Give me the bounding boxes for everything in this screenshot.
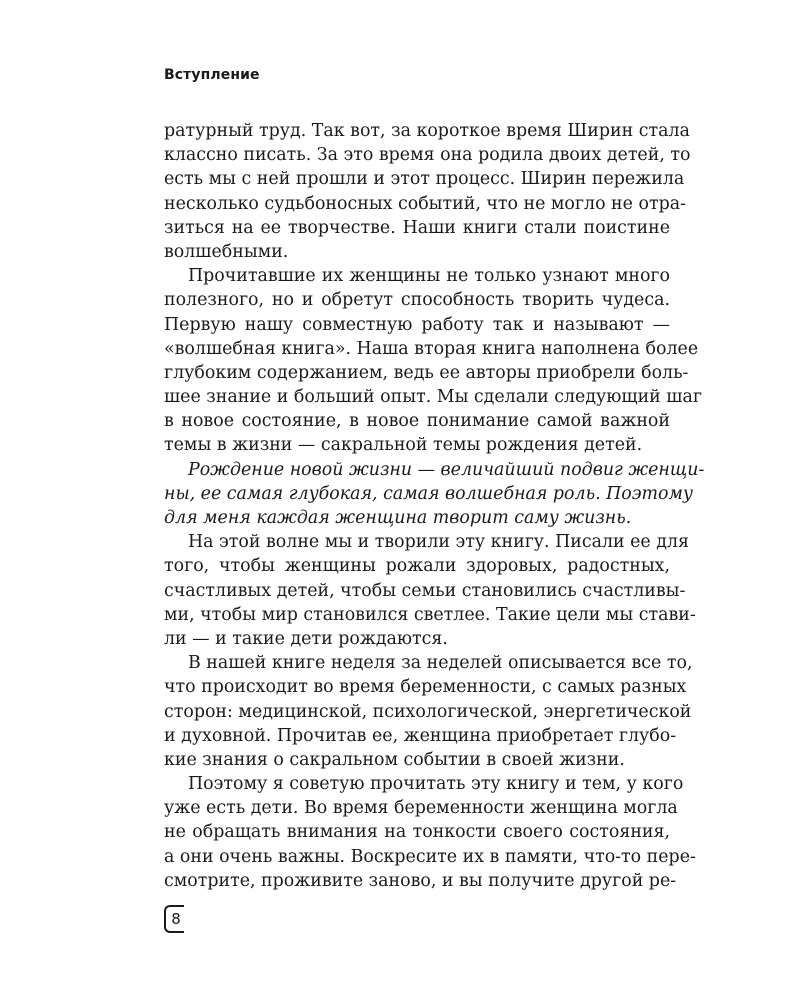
paragraph-5	[164, 651, 693, 772]
paragraph-2	[164, 264, 702, 458]
text-line: Первую нашу совместную работу так и называют —	[164, 314, 670, 335]
text-line: сторон: медицинской, психологической, энергетической	[164, 701, 692, 722]
paragraph-4	[164, 530, 696, 651]
paragraph-6	[164, 772, 696, 893]
text-line: зиться на ее творчестве. Наши книги стали поистине	[164, 217, 670, 238]
text-line: есть мы с ней прошли и этот процесс. Ширин пережила	[164, 169, 685, 190]
text-line: темы в жизни — сакральной темы рождения детей.	[164, 435, 643, 456]
text-line: уже есть дети. Во время беременности женщина могла	[164, 798, 678, 819]
text-line: волшебными.	[164, 241, 289, 262]
text-line: ли — и такие дети рождаются.	[164, 628, 448, 649]
text-line: смотрите, проживите заново, и вы получите другой ре-	[164, 870, 677, 891]
text-line: что происходит во время беременности, с самых разных	[164, 677, 687, 698]
text-line: В нашей книге неделя за неделей описывается все то,	[188, 653, 693, 674]
text-line: ны, ее самая глубокая, самая волшебная роль. Поэтому	[164, 483, 693, 504]
text-line: глубоким содержанием, ведь ее авторы приобрели боль-	[164, 362, 689, 383]
text-line: шее знание и больший опыт. Мы сделали следующий шаг	[164, 387, 702, 408]
text-line: ратурный труд. Так вот, за короткое время Ширин стала	[164, 121, 690, 141]
text-line: в новое состояние, в новое понимание самой важной	[164, 411, 670, 432]
text-line: На этой волне мы и творили эту книгу. Писали ее для	[188, 532, 689, 553]
body-text	[164, 119, 705, 893]
text-line: Прочитавшие их женщины не только узнают много	[188, 266, 670, 287]
text-line: несколько судьбоносных событий, что не могло не отра-	[164, 193, 686, 214]
running-head-title: Вступление	[164, 67, 260, 83]
text-line: «волшебная книга». Наша вторая книга наполнена более	[164, 338, 699, 359]
text-line: счастливых детей, чтобы семьи становились счастливы-	[164, 580, 686, 601]
text-line: того, чтобы женщины рожали здоровых, радостных,	[164, 556, 670, 577]
text-line: Поэтому я советую прочитать эту книгу и тем, у кого	[188, 774, 684, 795]
text-line: Рождение новой жизни — величайший подвиг женщи-	[188, 459, 705, 480]
text-line: а они очень важны. Воскресите их в памяти, что-то пере-	[164, 846, 696, 867]
text-line: кие знания о сакральном событии в своей жизни.	[164, 749, 625, 770]
paragraph-1	[164, 119, 691, 264]
text-line: и духовной. Прочитав ее, женщина приобретает глубо-	[164, 725, 677, 746]
paragraph-3-italic-quote	[164, 458, 705, 531]
page-number: 8	[164, 905, 184, 933]
text-line: не обращать внимания на тонкости своего состояния,	[164, 822, 670, 843]
text-line: для меня каждая женщина творит саму жизнь.	[164, 508, 632, 528]
text-line: классно писать. За это время она родила двоих детей, то	[164, 145, 691, 166]
text-line: ми, чтобы мир становился светлее. Такие цели мы стави-	[164, 604, 696, 625]
text-line: полезного, но и обретут способность творить чудеса.	[164, 290, 670, 311]
